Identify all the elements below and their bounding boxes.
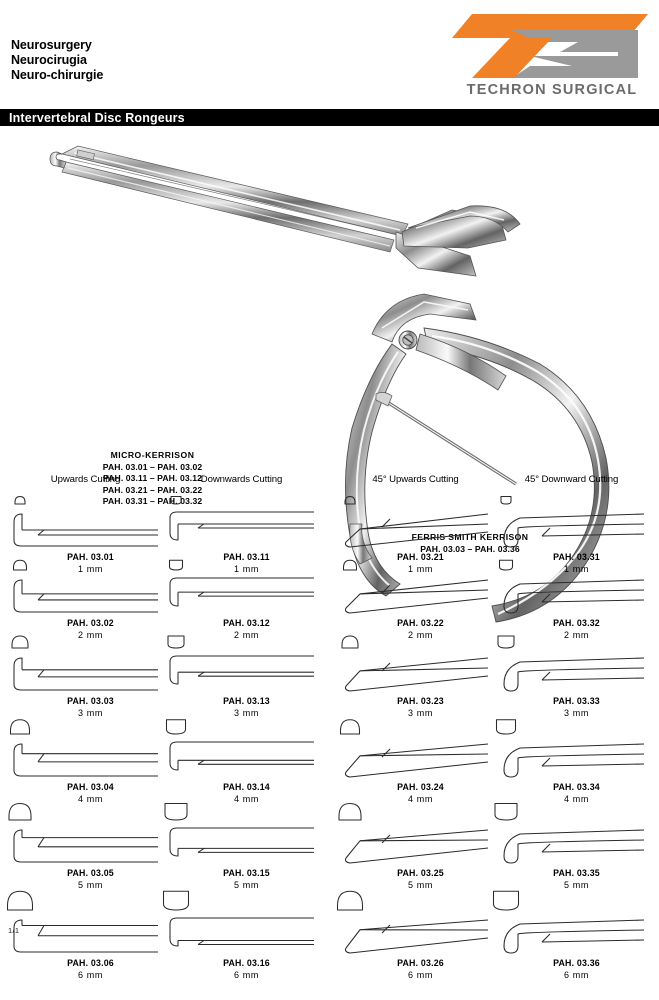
techron-logo-mark [452, 12, 652, 84]
specialty-line-es: Neurocirugia [11, 53, 87, 67]
product-code: PAH. 03.25 [397, 868, 444, 878]
micro-kerrison-code-4: PAH. 03.31 – PAH. 03.32 [102, 496, 203, 506]
product-caption [164, 958, 329, 981]
micro-kerrison-code-3: PAH. 03.21 – PAH. 03.22 [102, 484, 203, 495]
page-title: Intervertebral Disc Rongeurs [9, 111, 185, 125]
product-code: PAH. 03.11 [223, 552, 270, 562]
section-title-bar [0, 108, 659, 127]
product-size: 2 mm [564, 629, 589, 640]
product-size: 6 mm [408, 969, 433, 980]
product-size: 2 mm [234, 629, 259, 640]
product-size: 3 mm [564, 707, 589, 718]
product-size: 5 mm [408, 879, 433, 890]
column-header-downwards-cutting: Downwards Cutting [200, 474, 283, 485]
product-code: PAH. 03.15 [223, 868, 270, 878]
product-size: 2 mm [408, 629, 433, 640]
product-size: 3 mm [234, 707, 259, 718]
micro-kerrison-code-1: PAH. 03.01 – PAH. 03.02 [102, 461, 203, 472]
product-grid [0, 474, 659, 1000]
product-code: PAH. 03.32 [553, 618, 600, 628]
product-size: 1 mm [234, 563, 259, 574]
product-size: 5 mm [564, 879, 589, 890]
product-size: 6 mm [78, 969, 103, 980]
product-code: PAH. 03.21 [397, 552, 444, 562]
product-size: 6 mm [234, 969, 259, 980]
product-code: PAH. 03.06 [67, 958, 114, 968]
product-caption [494, 868, 659, 891]
product-size: 3 mm [78, 707, 103, 718]
product-code: PAH. 03.33 [553, 696, 600, 706]
product-size: 4 mm [408, 793, 433, 804]
product-size: 4 mm [234, 793, 259, 804]
specialty-heading [11, 38, 103, 83]
product-code: PAH. 03.26 [397, 958, 444, 968]
product-size: 4 mm [78, 793, 103, 804]
product-caption [164, 868, 329, 891]
specialty-line-fr: Neuro-chirurgie [11, 68, 104, 82]
product-size: 3 mm [408, 707, 433, 718]
product-code: PAH. 03.12 [223, 618, 270, 628]
product-caption [494, 958, 659, 981]
ferris-smith-kerrison-rongeur-photo [0, 128, 659, 448]
micro-kerrison-title: MICRO-KERRISON [110, 450, 195, 460]
product-size: 5 mm [234, 879, 259, 890]
product-code: PAH. 03.02 [67, 618, 114, 628]
product-code: PAH. 03.22 [397, 618, 444, 628]
product-size: 1 mm [78, 563, 103, 574]
product-size: 2 mm [78, 629, 103, 640]
logo-wordmark: TECHRON SURGICAL [466, 82, 638, 98]
ferris-smith-kerrison-title: FERRIS SMITH KERRISON [411, 532, 529, 542]
product-code: PAH. 03.05 [67, 868, 114, 878]
column-header-45-upwards-cutting: 45° Upwards Cutting [372, 474, 459, 485]
product-code: PAH. 03.04 [67, 782, 114, 792]
product-caption [8, 958, 173, 981]
column-header-upwards-cutting: Upwards Cutting [50, 474, 121, 485]
product-size: 1 mm [408, 563, 433, 574]
page-header [0, 0, 659, 108]
ferris-smith-kerrison-code: PAH. 03.03 – PAH. 03.36 [420, 543, 520, 554]
brand-logo [452, 12, 652, 104]
product-code: PAH. 03.24 [397, 782, 444, 792]
specialty-line-en: Neurosurgery [11, 38, 92, 52]
scale-marking: 1/1 [8, 926, 20, 935]
product-code: PAH. 03.31 [553, 552, 600, 562]
product-size: 6 mm [564, 969, 589, 980]
product-code: PAH. 03.16 [223, 958, 270, 968]
product-size: 4 mm [564, 793, 589, 804]
column-header-45-downward-cutting: 45° Downward Cutting [524, 474, 619, 485]
product-code: PAH. 03.35 [553, 868, 600, 878]
product-code: PAH. 03.13 [223, 696, 270, 706]
product-size: 1 mm [564, 563, 589, 574]
product-size: 5 mm [78, 879, 103, 890]
product-code: PAH. 03.03 [67, 696, 114, 706]
product-code: PAH. 03.01 [67, 552, 114, 562]
micro-kerrison-code-2: PAH. 03.11 – PAH. 03.12 [103, 473, 202, 483]
product-code: PAH. 03.14 [223, 782, 270, 792]
product-code: PAH. 03.23 [397, 696, 444, 706]
product-code: PAH. 03.34 [553, 782, 600, 792]
product-code: PAH. 03.36 [553, 958, 600, 968]
product-caption [338, 958, 503, 981]
product-caption [8, 868, 173, 891]
product-caption [338, 868, 503, 891]
